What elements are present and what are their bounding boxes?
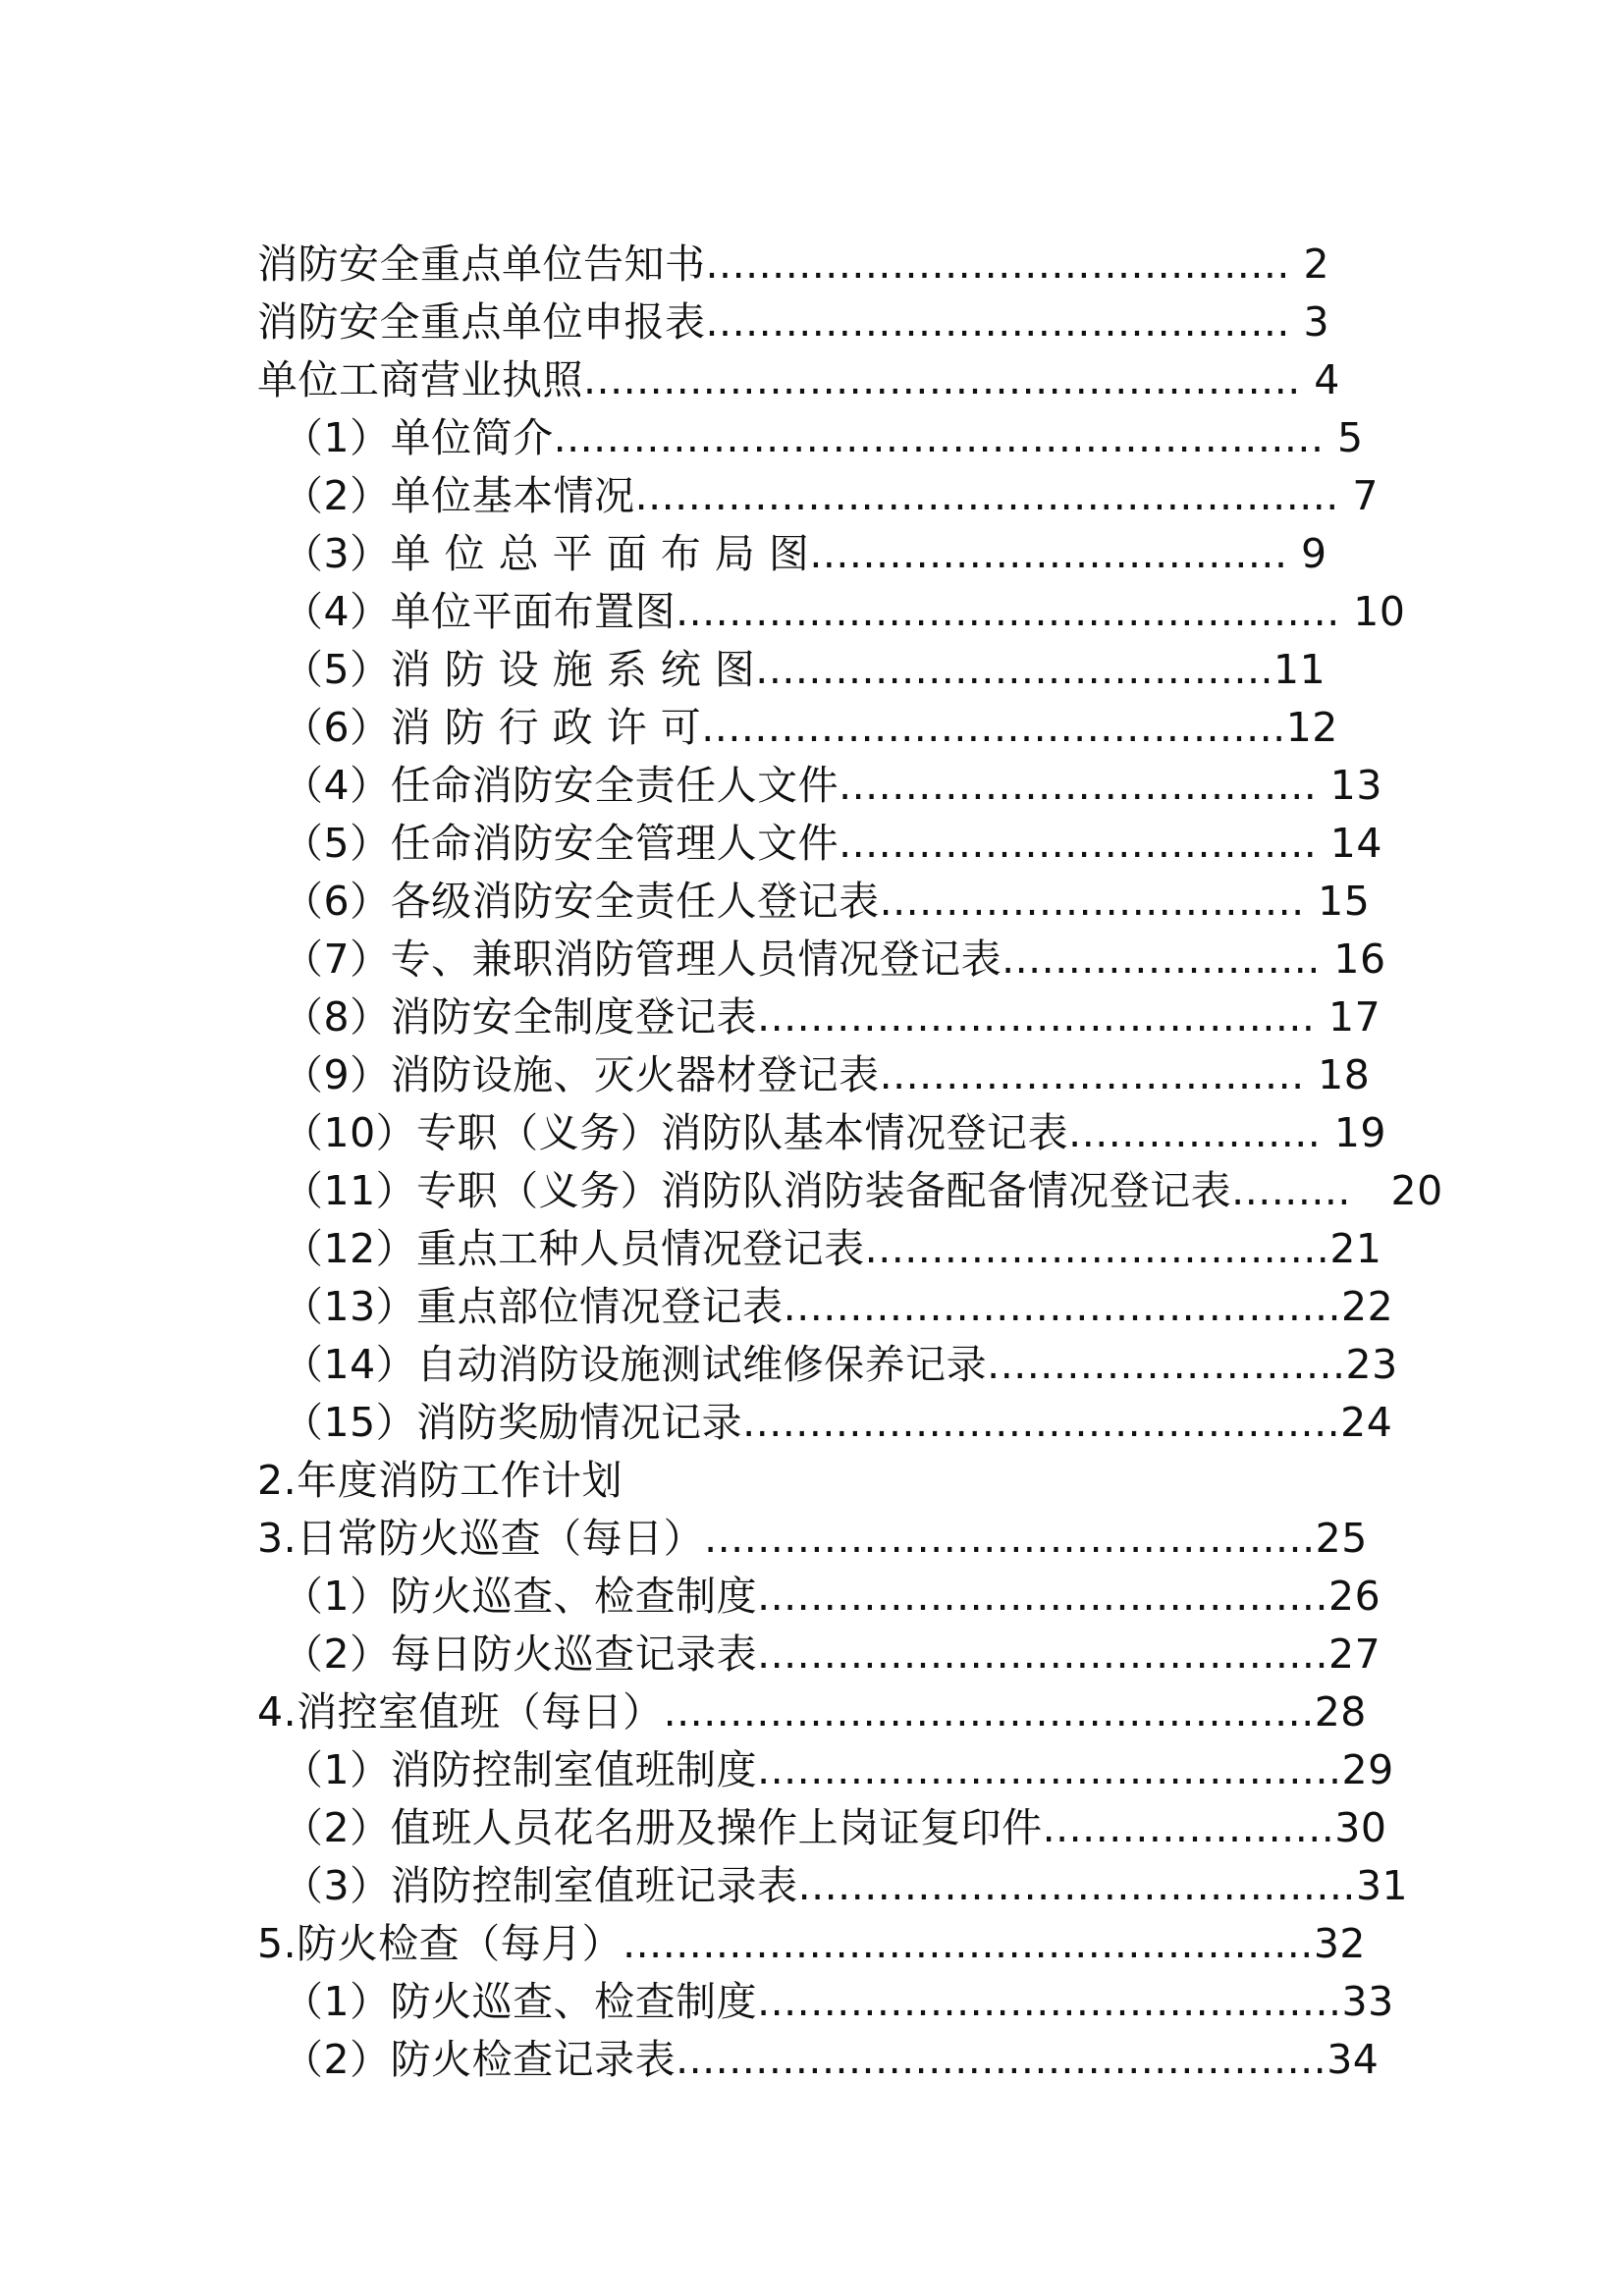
toc-entry <box>257 409 1494 467</box>
toc-entry-text: （5）消 防 设 施 系 统 图.......................................11 <box>283 646 1326 693</box>
toc-entry-text: 3.日常防火巡查（每日）..............................................25 <box>257 1515 1368 1562</box>
toc-entry <box>257 757 1494 815</box>
toc-entry <box>257 294 1494 351</box>
toc-entry-text: （9）消防设施、灭火器材登记表................................ 18 <box>283 1051 1371 1098</box>
toc-entry <box>257 1626 1494 1683</box>
toc-entry-text: （7）专、兼职消防管理人员情况登记表........................ 16 <box>283 935 1386 983</box>
toc-entry <box>257 1278 1494 1336</box>
toc-entry-text: （2）防火检查记录表.................................................34 <box>283 2036 1380 2083</box>
toc-entry-text: （12）重点工种人员情况登记表...................................21 <box>283 1225 1382 1272</box>
toc-entry-text: （11）专职（义务）消防队消防装备配备情况登记表......... 20 <box>283 1167 1443 1214</box>
toc-entry-text: （2）每日防火巡查记录表...........................................27 <box>283 1630 1381 1678</box>
toc-entry <box>257 1510 1494 1568</box>
toc-entry-text: 消防安全重点单位告知书............................................ 2 <box>257 240 1330 288</box>
toc-entry-text: 5.防火检查（每月）....................................................32 <box>257 1920 1366 1967</box>
toc-entry <box>257 641 1494 699</box>
toc-entry <box>257 236 1494 294</box>
toc-entry-text: （6）消 防 行 政 许 可............................................12 <box>283 704 1338 751</box>
toc-entry-text: （14）自动消防设施测试维修保养记录...........................23 <box>283 1341 1398 1388</box>
toc-entry-text: （1）单位简介.......................................................... 5 <box>283 414 1364 461</box>
toc-entry <box>257 2031 1494 2089</box>
toc-entry <box>257 1857 1494 1915</box>
toc-entry-text: （1）消防控制室值班制度............................................29 <box>283 1746 1394 1793</box>
toc-entry <box>257 525 1494 583</box>
toc-entry-text: 单位工商营业执照...................................................... 4 <box>257 356 1340 403</box>
toc-entry <box>257 1452 1494 1510</box>
toc-entry <box>257 1741 1494 1799</box>
toc-entry <box>257 1046 1494 1104</box>
toc-entry <box>257 1162 1494 1220</box>
toc-entry-text: （4）单位平面布置图.................................................. 10 <box>283 588 1406 635</box>
toc-entry <box>257 351 1494 409</box>
toc-entry-text: （4）任命消防安全责任人文件.................................... 13 <box>283 762 1382 809</box>
toc-entry-text: （5）任命消防安全管理人文件.................................... 14 <box>283 820 1382 867</box>
toc-entry-text: （2）单位基本情况..................................................... 7 <box>283 472 1379 519</box>
toc-entry <box>257 583 1494 641</box>
toc-entry-text: 4.消控室值班（每日）.................................................28 <box>257 1688 1367 1735</box>
toc-entry <box>257 1394 1494 1452</box>
toc-entry-text: 2.年度消防工作计划 <box>257 1457 623 1504</box>
toc-entry-text: （1）防火巡查、检查制度...........................................26 <box>283 1573 1381 1620</box>
toc-entry-text: （10）专职（义务）消防队基本情况登记表................... 19 <box>283 1109 1386 1156</box>
toc-entry <box>257 1104 1494 1162</box>
toc-entry-text: （6）各级消防安全责任人登记表................................ 15 <box>283 878 1371 925</box>
table-of-contents <box>257 236 1494 2089</box>
toc-entry-text: （13）重点部位情况登记表..........................................22 <box>283 1283 1394 1330</box>
toc-entry <box>257 699 1494 757</box>
toc-entry-text: （15）消防奖励情况记录.............................................24 <box>283 1399 1393 1446</box>
toc-entry <box>257 1220 1494 1278</box>
toc-entry <box>257 815 1494 873</box>
toc-entry <box>257 1568 1494 1626</box>
toc-entry <box>257 931 1494 988</box>
toc-entry <box>257 467 1494 525</box>
toc-entry <box>257 873 1494 931</box>
toc-entry <box>257 988 1494 1046</box>
toc-entry <box>257 1915 1494 1973</box>
toc-entry <box>257 1683 1494 1741</box>
toc-entry-text: （8）消防安全制度登记表.......................................... 17 <box>283 993 1381 1041</box>
toc-entry-text: （1）防火巡查、检查制度............................................33 <box>283 1978 1394 2025</box>
toc-entry <box>257 1973 1494 2031</box>
toc-entry-text: （3）消防控制室值班记录表..........................................31 <box>283 1862 1409 1909</box>
toc-entry-text: （3）单 位 总 平 面 布 局 图.................................... 9 <box>283 530 1327 577</box>
toc-entry-text: （2）值班人员花名册及操作上岗证复印件......................30 <box>283 1804 1387 1851</box>
toc-entry-text: 消防安全重点单位申报表............................................ 3 <box>257 298 1330 346</box>
toc-entry <box>257 1799 1494 1857</box>
toc-entry <box>257 1336 1494 1394</box>
